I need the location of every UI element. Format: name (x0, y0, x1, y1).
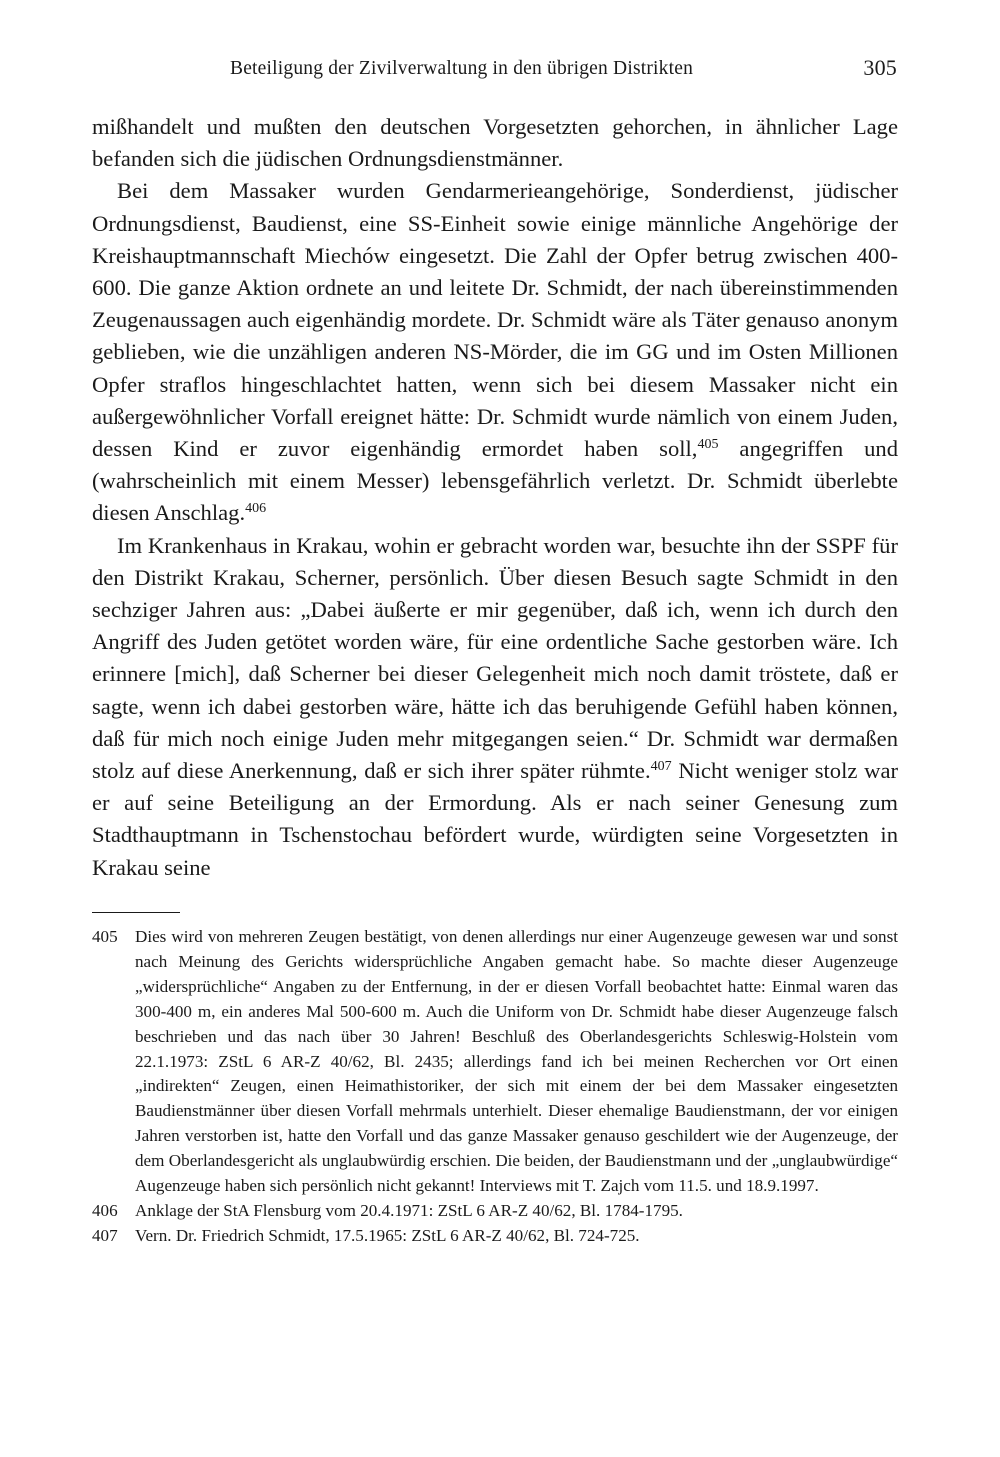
footnote-ref-407[interactable]: 407 (650, 759, 672, 775)
running-head (92, 55, 897, 88)
footnote-406 (92, 1199, 898, 1224)
footnote-ref-406[interactable]: 406 (245, 501, 267, 517)
footnote-407 (92, 1224, 898, 1249)
paragraph-3-text-b: Nicht weniger stolz war er auf seine Beteiligung an der Ermordung. Als er nach seiner Genesung zum Stadthauptmann in Tschenstochau befördert wurde, würdigten seine Vorgesetzten in Krakau seine (92, 758, 898, 880)
footnote-405 (92, 925, 898, 1199)
footnote-text: Dies wird von mehreren Zeugen bestätigt, von denen allerdings nur einer Augenzeuge gewesen war und sonst nach Meinung des Gerichts widersprüchliche Angaben gemacht habe. So machte dieser Augenzeuge „widersprüchliche“ Angaben zu der Entfernung, in der er diesen Vorfall beobachtet hatte: Einmal waren das 300-400 m, ein anderes Mal 500-600 m. Auch die Uniform von Dr. Schmidt habe dieser Augenzeuge falsch beschrieben und das nach über 30 Jahren! Beschluß des Oberlandesgerichts Schleswig-Holstein vom 22.1.1973: ZStL 6 AR-Z 40/62, Bl. 2435; allerdings fand ich bei meinen Recherchen vor Ort einen „indirekten“ Zeugen, einen Heimathistoriker, der sich mit einem der bei dem Massaker eingesetzten Baudienstmänner über diesen Vorfall mehrmals unterhielt. Dieser ehemalige Baudienstmann, der vor einigen Jahren verstorben ist, hatte den Vorfall und das ganze Massaker genauso geschildert wie der Augenzeuge, der dem Oberlandesgericht als unglaubwürdig erschien. Die beiden, der Baudienstmann und der „unglaubwürdige“ Augenzeuge haben sich persönlich nicht gekannt! Interviews mit T. Zajch vom 11.5. und 18.9.1997. (135, 927, 898, 1196)
footnote-separator (92, 912, 180, 913)
footnote-ref-405[interactable]: 405 (697, 437, 719, 453)
paragraph-2-text-a: Bei dem Massaker wurden Gendarmerieangehörige, Sonderdienst, jüdischer Ordnungsdienst, Baudienst, eine SS-Einheit sowie einige männliche Angehörige der Kreishauptmannschaft Miechów eingesetzt. Die Zahl der Opfer betrug zwischen 400-600. Die ganze Aktion ordnete an und leitete Dr. Schmidt, der nach übereinstimmenden Zeugenaussagen auch eigenhändig mordete. Dr. Schmidt wäre als Täter genauso anonym geblieben, wie die unzähligen anderen NS-Mörder, die im GG und im Osten Millionen Opfer straflos hingeschlachtet hatten, wenn sich bei diesem Massaker nicht ein außergewöhnlicher Vorfall ereignet hätte: Dr. Schmidt wurde nämlich von einem Juden, dessen Kind er zuvor eigenhändig ermordet haben soll, (92, 178, 898, 462)
running-title: Beteiligung der Zivilverwaltung in den übrigen Distrikten (230, 58, 694, 79)
footnote-number: 406 (92, 1200, 118, 1220)
paragraph-1-text: mißhandelt und mußten den deutschen Vorgesetzten gehorchen, in ähnlicher Lage befanden sich die jüdischen Ordnungsdienstmänner. (92, 114, 898, 172)
paragraph-2-text-b: angegriffen und (wahrscheinlich mit einem Messer) lebensgefährlich verletzt. Dr. Schmidt überlebte diesen Anschlag. (92, 436, 899, 526)
paragraph-3-text-a: Im Krankenhaus in Krakau, wohin er gebracht worden war, besuchte ihn der SSPF für den Distrikt Krakau, Scherner, persönlich. Über diesen Besuch sagte Schmidt in den sechziger Jahren aus: „Dabei äußerte er mir gegenüber, daß ich, wenn ich durch den Angriff des Juden getötet worden wäre, für eine ordentliche Sache gestorben wäre. Ich erinnere [mich], daß Scherner bei dieser Gelegenheit mich noch damit tröstete, daß er sagte, wenn ich dabei gestorben wäre, hätte ich das beruhigende Gefühl haben können, daß für mich noch einige Juden mehr mitgegangen seien.“ Dr. Schmidt war dermaßen stolz auf diese Anerkennung, daß er sich ihrer später rühmte. (92, 532, 898, 784)
footnote-number: 405 (92, 927, 118, 946)
page-number: 305 (863, 55, 897, 80)
footnotes (92, 925, 898, 1249)
paragraph-3 (92, 530, 898, 884)
footnote-number: 407 (92, 1225, 118, 1245)
paragraph-1 (92, 111, 898, 175)
footnote-text: Anklage der StA Flensburg vom 20.4.1971: ZStL 6 AR-Z 40/62, Bl. 1784-1795. (135, 1200, 683, 1220)
footnote-text: Vern. Dr. Friedrich Schmidt, 17.5.1965: ZStL 6 AR-Z 40/62, Bl. 724-725. (135, 1225, 640, 1245)
paragraph-2 (92, 175, 898, 529)
body-text (92, 111, 898, 884)
